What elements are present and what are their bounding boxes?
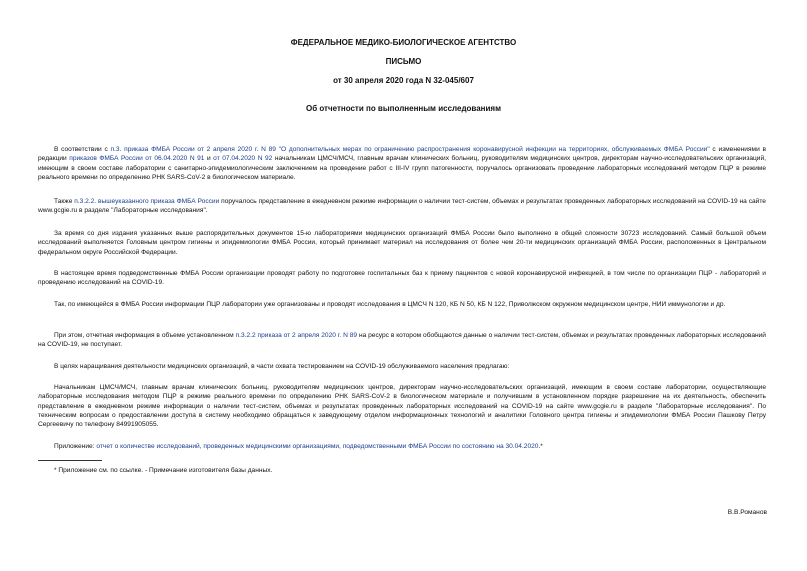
link-order-89-p322-b[interactable]: п.3.2.2 приказа от 2 апреля 2020 г. N 89: [235, 332, 358, 339]
footnote-divider: [38, 460, 102, 461]
paragraph-1: [38, 145, 766, 182]
paragraph-3: За время со дня издания указанных выше распорядительных документов 15-ю лабораториями медицинских организаций ФМБА России было выполнено в общей сложности 30723 исследований. Самый большой объем исследований выполняется Головным центром гигиены и эпидемиологии ФМБА России, который принимает материал на исследования от более чем 20-ти медицинских организаций ФМБА России, расположенных в Центральном федеральном округе Российской Федерации.: [38, 230, 766, 256]
p6-text-1: При этом, отчетная информация в объеме установленном: [54, 332, 236, 339]
link-order-89-p3[interactable]: п.3. приказа ФМБА России от 2 апреля 2020 г. N 89 "О дополнительных мерах по ограничению распространения коронавирусной инфекции на территориях, обслуживаемых ФМБА России": [110, 146, 710, 153]
link-appendix-report[interactable]: отчет о количестве исследований, проведенных медицинскими организациями, подведомственными ФМБА России по состоянию на 30.04.2020: [96, 443, 539, 450]
footnote: * Приложение см. по ссылке. - Примечание изготовителя базы данных.: [54, 467, 273, 474]
p1-text-2: с изменениями в редакции: [38, 146, 767, 163]
p1-text-1: В соответствии с: [54, 146, 111, 153]
paragraph-8: Начальникам ЦМСЧ/МСЧ, главным врачам клинических больниц, руководителям медицинских центров, директорам научно-исследовательских организаций, имеющим в своем составе лаборатории, осуществляющие лабораторные исследования методом ПЦР в режиме реального времени по определению РНК SARS-CoV-2 в биологическом материале и получившим в установленном порядке разрешение на их деятельность, обеспечить представление в ежедневном режиме информации о наличии тест-систем, объемах и результатах проведенных лабораторных исследований на COVID-19 на сайте www.gcgie.ru в разделе "Лабораторные исследования". По техническим вопросам о предоставлении доступа в систему необходимо обращаться к заведующему отделом информационных технологий и аналитики Головного центра гигиены и эпидемиологии ФМБА России Пашкову Петру Сергеевичу по телефону 84991905055.: [38, 384, 766, 429]
link-order-91[interactable]: приказов ФМБА России от 06.04.2020 N 91: [69, 155, 205, 163]
document-type: ПИСЬМО: [385, 57, 422, 66]
link-order-89-p322[interactable]: п.3.2.2. вышеуказанного приказа ФМБА России: [74, 198, 220, 205]
paragraph-6: [38, 331, 766, 350]
p2-text-2: поручалось представление в ежедневном режиме информации о наличии тест-систем, объемах и результатах проведенных лабораторных исследований на COVID-19 на сайте www.gcgie.ru в разделе "Лабораторные исследования".: [38, 198, 766, 215]
paragraph-2: [38, 197, 766, 216]
document-date-number: от 30 апреля 2020 года N 32-045/607: [333, 76, 474, 85]
p1-text-4: начальникам ЦМСЧ/МСЧ, главным врачам клинических больниц, руководителям медицинских центров, директорам научно-исследовательских организаций, имеющим в своем составе лаборатории с санитарно-эпидемиологическим заключением на проведение работ с III-IV групп патогенности, поручалось организовать проведение лабораторных исследований методом ПЦР в режиме реального времени по определению РНК SARS-CoV-2 в биологическом материале.: [38, 155, 766, 181]
document-subject: Об отчетности по выполненным исследованиям: [305, 104, 502, 113]
paragraph-4: В настоящее время подведомственные ФМБА России организации проводят работу по подготовке госпитальных баз к приему пациентов с новой коронавирусной инфекцией, в том числе по организации ПЦР - лабораторий и проведению исследований на COVID-19.: [38, 270, 766, 287]
p2-text-1: Также: [54, 198, 75, 205]
agency-title: ФЕДЕРАЛЬНОЕ МЕДИКО-БИОЛОГИЧЕСКОЕ АГЕНТСТВО: [290, 38, 517, 47]
appendix-label: Приложение:: [54, 443, 97, 450]
link-order-92[interactable]: от 07.04.2020 N 92: [213, 155, 273, 163]
paragraph-5: Так, по имеющейся в ФМБА России информации ПЦР лаборатории уже организованы и проводят исследования в ЦМСЧ N 120, КБ N 50, КБ N 122, Приволжском окружном медицинском центре, НИИ иммунологии и др.: [54, 301, 726, 308]
paragraph-7: В целях наращивания деятельности медицинских организаций, в части охвата тестированием на COVID-19 обслуживаемого населения предлагаю:: [54, 363, 510, 370]
p1-text-3: и: [204, 155, 214, 163]
paragraph-appendix: [38, 442, 766, 451]
appendix-tail: .*: [538, 443, 543, 450]
signature: В.В.Романов: [727, 509, 767, 516]
p6-text-2: на ресурс в котором обобщаются данные о наличии тест-систем, объемах и результатах проведенных лабораторных исследований на COVID-19, не поступает.: [38, 332, 766, 349]
